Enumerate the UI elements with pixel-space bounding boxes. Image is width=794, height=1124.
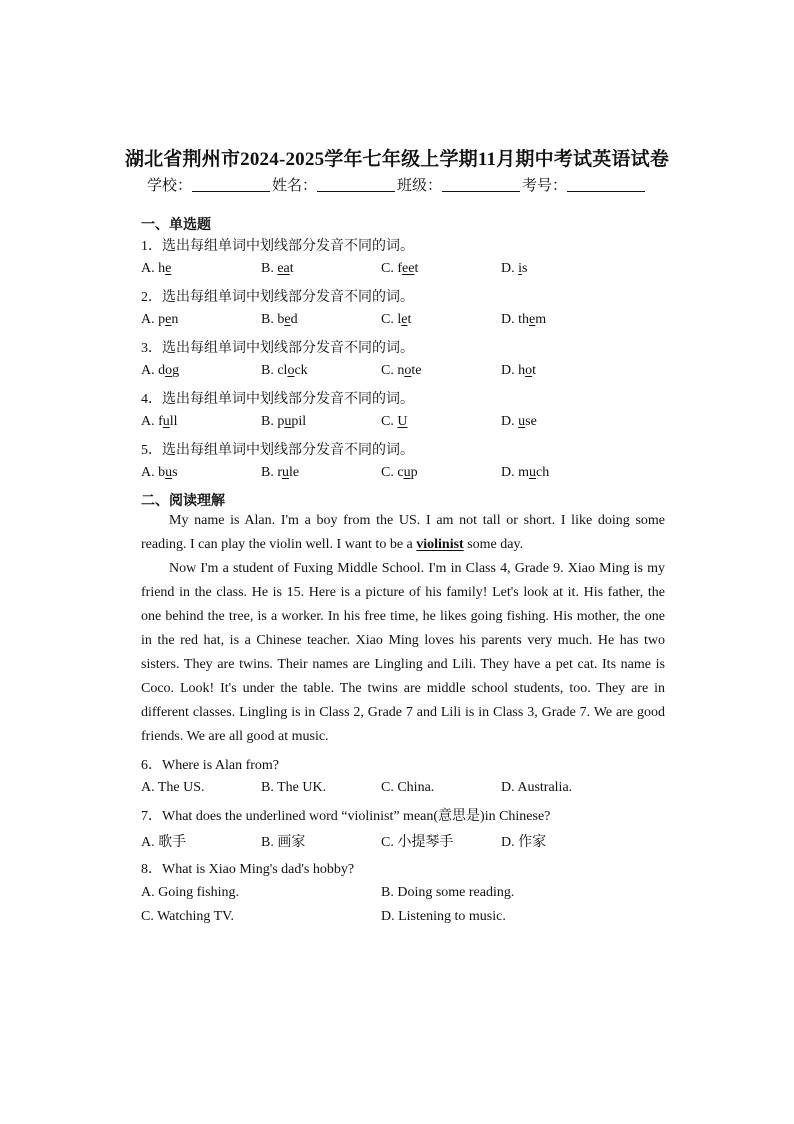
option-b[interactable]: B. eat (261, 261, 294, 276)
option-a[interactable]: A. bus (141, 465, 178, 480)
option-a[interactable]: A. 歌手 (141, 835, 187, 850)
option-b[interactable]: B. rule (261, 465, 300, 480)
name-blank[interactable] (317, 177, 395, 192)
question-prompt: 选出每组单词中划线部分发音不同的词。 (162, 443, 414, 458)
section-heading-reading: 二、阅读理解 (141, 493, 225, 509)
option-d[interactable]: D. them (501, 312, 547, 327)
name-label: 姓名： (271, 178, 317, 194)
options-8-row-1 (141, 885, 671, 905)
options-3 (141, 363, 671, 383)
question-number: 5． (141, 443, 162, 458)
options-4 (141, 414, 671, 434)
options-7 (141, 831, 671, 851)
question-7 (141, 805, 550, 825)
option-c[interactable]: C. China. (381, 780, 435, 795)
options-8-row-2 (141, 909, 671, 929)
question-number: 2． (141, 290, 162, 305)
options-5 (141, 465, 671, 485)
question-prompt: What is Xiao Ming's dad's hobby? (162, 862, 355, 877)
passage-paragraph-2: Now I'm a student of Fuxing Middle School. I'm in Class 4, Grade 9. Xiao Ming is my friend in the class. He is 15. Here is a picture of his family! Let's look at it. His father, the one behind the tree, is a worker. In his free time, he likes going fishing. His mother, the one in the red hat, is a Chinese teacher. Xiao Ming loves his parents very much. He has two sisters. They are twins. Their names are Lingling and Lili. They have a pet cat. Its name is Coco. Look! It's under the table. The twins are middle school students, too. They are in different classes. Lingling is in Class 2, Grade 7 and Lili is in Class 3, Grade 7. We are good friends. We are all good at music. (141, 561, 665, 744)
option-d[interactable]: D. is (501, 261, 528, 276)
question-6 (141, 754, 279, 774)
options-6 (141, 780, 671, 800)
option-a[interactable]: A. pen (141, 312, 179, 327)
option-b[interactable]: B. pupil (261, 414, 307, 429)
question-3 (141, 337, 414, 357)
school-blank[interactable] (192, 177, 270, 192)
question-8 (141, 858, 354, 878)
question-number: 8． (141, 862, 162, 877)
option-d[interactable]: D. much (501, 465, 550, 480)
option-a[interactable]: A. dog (141, 363, 180, 378)
underlined-word-violinist: violinist (416, 537, 464, 552)
option-c[interactable]: C. note (381, 363, 422, 378)
question-prompt: 选出每组单词中划线部分发音不同的词。 (162, 239, 414, 254)
question-prompt: 选出每组单词中划线部分发音不同的词。 (162, 341, 414, 356)
option-c[interactable]: C. feet (381, 261, 419, 276)
option-d[interactable]: D. Australia. (501, 780, 573, 795)
question-prompt: 选出每组单词中划线部分发音不同的词。 (162, 392, 414, 407)
question-1 (141, 235, 414, 255)
question-number: 4． (141, 392, 162, 407)
option-c[interactable]: C. U (381, 414, 408, 429)
class-label: 班级： (397, 178, 443, 194)
number-label: 考号： (522, 178, 568, 194)
option-a[interactable]: A. full (141, 414, 178, 429)
option-d[interactable]: D. use (501, 414, 537, 429)
option-a[interactable]: A. Going fishing. (141, 885, 239, 900)
student-info-line (0, 174, 794, 195)
question-number: 6． (141, 758, 162, 773)
question-4 (141, 388, 414, 408)
question-5 (141, 439, 414, 459)
option-b[interactable]: B. The UK. (261, 780, 327, 795)
option-c[interactable]: C. 小提琴手 (381, 835, 454, 850)
options-1 (141, 261, 671, 281)
question-prompt: 选出每组单词中划线部分发音不同的词。 (162, 290, 414, 305)
option-b[interactable]: B. Doing some reading. (381, 885, 515, 900)
number-blank[interactable] (567, 177, 645, 192)
option-b[interactable]: B. clock (261, 363, 308, 378)
options-2 (141, 312, 671, 332)
option-c[interactable]: C. let (381, 312, 412, 327)
option-d[interactable]: D. Listening to music. (381, 909, 506, 924)
question-prompt: What does the underlined word “violinist” mean(意思是)in Chinese? (162, 809, 551, 824)
question-prompt: Where is Alan from? (162, 758, 280, 773)
school-label: 学校： (146, 178, 192, 194)
class-blank[interactable] (442, 177, 520, 192)
option-d[interactable]: D. hot (501, 363, 537, 378)
option-b[interactable]: B. 画家 (261, 835, 306, 850)
question-number: 3． (141, 341, 162, 356)
question-2 (141, 286, 414, 306)
option-a[interactable]: A. he (141, 261, 172, 276)
option-d[interactable]: D. 作家 (501, 835, 547, 850)
option-c[interactable]: C. Watching TV. (141, 909, 234, 924)
passage-paragraph-1: My name is Alan. I'm a boy from the US. I am not tall or short. I like doing some reading. I can play the violin well. I want to be a violinist some day. (141, 513, 665, 552)
question-number: 1． (141, 239, 162, 254)
option-b[interactable]: B. bed (261, 312, 298, 327)
section-heading-single-choice: 一、单选题 (141, 217, 211, 233)
exam-title: 湖北省荆州市2024-2025学年七年级上学期11月期中考试英语试卷 (124, 149, 670, 170)
option-a[interactable]: A. The US. (141, 780, 205, 795)
question-number: 7． (141, 809, 162, 824)
reading-passage (141, 509, 665, 749)
option-c[interactable]: C. cup (381, 465, 418, 480)
